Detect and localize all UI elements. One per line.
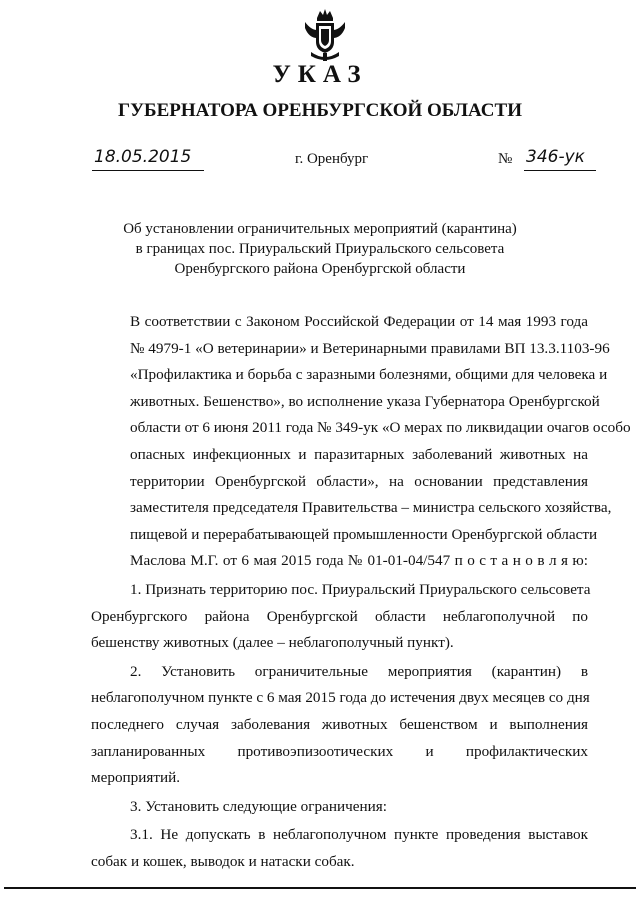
item-2-paragraph [91,659,588,792]
decree-body [91,309,631,875]
item-3-paragraph [91,794,588,821]
item-line: запланированных противоэпизоотических и профилактических мероприятий. [91,742,588,787]
document-subtitle: ГУБЕРНАТОРА ОРЕНБУРГСКОЙ ОБЛАСТИ [118,100,522,121]
item-line: 3.1. Не допускать в неблагополучном пункте проведения выставок [130,826,588,844]
item-line: 3. Установить следующие ограничения: [130,797,387,815]
preamble-line: опасных инфекционных и паразитарных заболеваний животных на [130,445,588,463]
item-1-paragraph [91,577,591,657]
preamble-line: территории Оренбургской области», на основании представления [130,472,588,490]
preamble-line: № 4979-1 «О ветеринарии» и Ветеринарными правилами ВП 13.3.1103-96 [130,339,610,357]
decree-heading [80,219,560,279]
document-title: УКАЗ [272,61,368,88]
coat-of-arms-icon [303,8,347,62]
heading-line: в границах пос. Приуральский Приуральского сельсовета [135,241,505,257]
decree-date: 18.05.2015 [92,146,204,171]
item-line: 2. Установить ограничительные мероприятия (карантин) в [130,662,588,680]
decree-number: 346-ук [524,146,596,171]
heading-line: Об установлении ограничительных мероприятий (карантина) [123,221,517,237]
page-bottom-rule [4,887,636,889]
decree-word: п о с т а н о в л я ю: [454,552,588,570]
item-line: собак и кошек, выводок и натаски собак. [91,852,355,870]
item-3-1-paragraph [91,822,588,875]
preamble-line: «Профилактика и борьба с заразными болезнями, общими для человека и [130,366,608,384]
preamble-last-text: Маслова М.Г. от 6 мая 2015 года № 01-01-04/547 [130,552,451,570]
preamble-line [91,548,588,575]
preamble-line: животных. Бешенство», во исполнение указа Губернатора Оренбургской [130,392,600,410]
item-line: 1. Признать территорию пос. Приуральский Приуральского сельсовета [130,580,591,598]
preamble-line: В соответствии с Законом Российской Федерации от 14 мая 1993 года [130,313,588,330]
preamble-line: пищевой и перерабатывающей промышленности Оренбургской области [130,525,598,543]
decree-number-label: № [498,151,513,167]
preamble-line: заместителя председателя Правительства – министра сельского хозяйства, [130,499,612,517]
item-line: бешенству животных (далее – неблагополучный пункт). [91,634,454,652]
preamble-line: области от 6 июня 2011 года № 349-ук «О мерах по ликвидации очагов особо [130,419,631,437]
item-line: Оренбургского района Оренбургской области неблагополучной по [91,607,588,625]
item-line: последнего случая заболевания животных бешенством и выполнения [91,715,588,733]
item-line: неблагополучном пункте с 6 мая 2015 года до истечения двух месяцев со дня [91,689,590,707]
preamble-paragraph [91,309,631,575]
decree-city: г. Оренбург [295,151,369,167]
heading-line: Оренбургского района Оренбургской области [174,261,466,277]
